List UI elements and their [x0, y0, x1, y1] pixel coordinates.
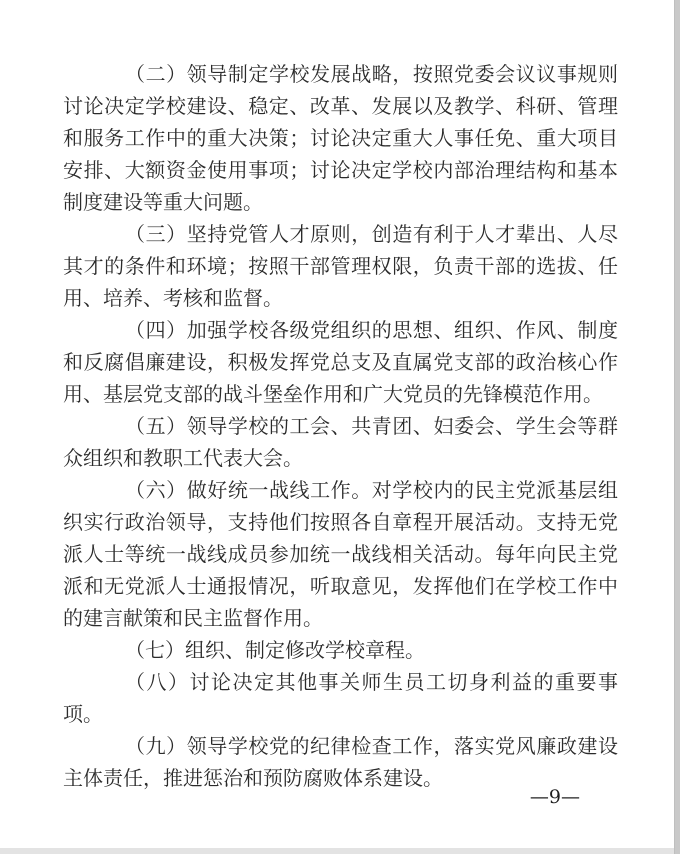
paragraph-item-3: （三）坚持党管人才原则，创造有利于人才辈出、人尽其才的条件和环境；按照干部管理权限，负责干部的选拔、任用、培养、考核和监督。 — [63, 222, 618, 310]
paragraph-item-9: （九）领导学校党的纪律检查工作，落实党风廉政建设主体责任，推进惩治和预防腐败体系建设。 — [63, 734, 618, 790]
paragraph-item-2: （二）领导制定学校发展战略，按照党委会议议事规则讨论决定学校建设、稳定、改革、发展以及教学、科研、管理和服务工作中的重大决策；讨论决定重大人事任免、重大项目安排、大额资金使用事项；讨论决定学校内部治理结构和基本制度建设等重大问题。 — [63, 62, 618, 214]
paragraph-item-4: （四）加强学校各级党组织的思想、组织、作风、制度和反腐倡廉建设，积极发挥党总支及直属党支部的政治核心作用、基层党支部的战斗堡垒作用和广大党员的先锋模范作用。 — [63, 318, 618, 406]
paragraph-item-6: （六）做好统一战线工作。对学校内的民主党派基层组织实行政治领导，支持他们按照各自章程开展活动。支持无党派人士等统一战线成员参加统一战线相关活动。每年向民主党派和无党派人士通报情况，听取意见，发挥他们在学校工作中的建言献策和民主监督作用。 — [63, 478, 618, 630]
paragraph-item-5: （五）领导学校的工会、共青团、妇委会、学生会等群众组织和教职工代表大会。 — [63, 414, 618, 470]
scan-edge-bottom — [0, 848, 675, 854]
document-page-body — [63, 58, 618, 794]
page-number: —9— — [529, 786, 580, 808]
paragraph-item-7: （七）组织、制定修改学校章程。 — [125, 638, 425, 662]
scan-edge-right — [674, 0, 680, 854]
paragraph-item-8: （八）讨论决定其他事关师生员工切身利益的重要事项。 — [63, 670, 618, 726]
